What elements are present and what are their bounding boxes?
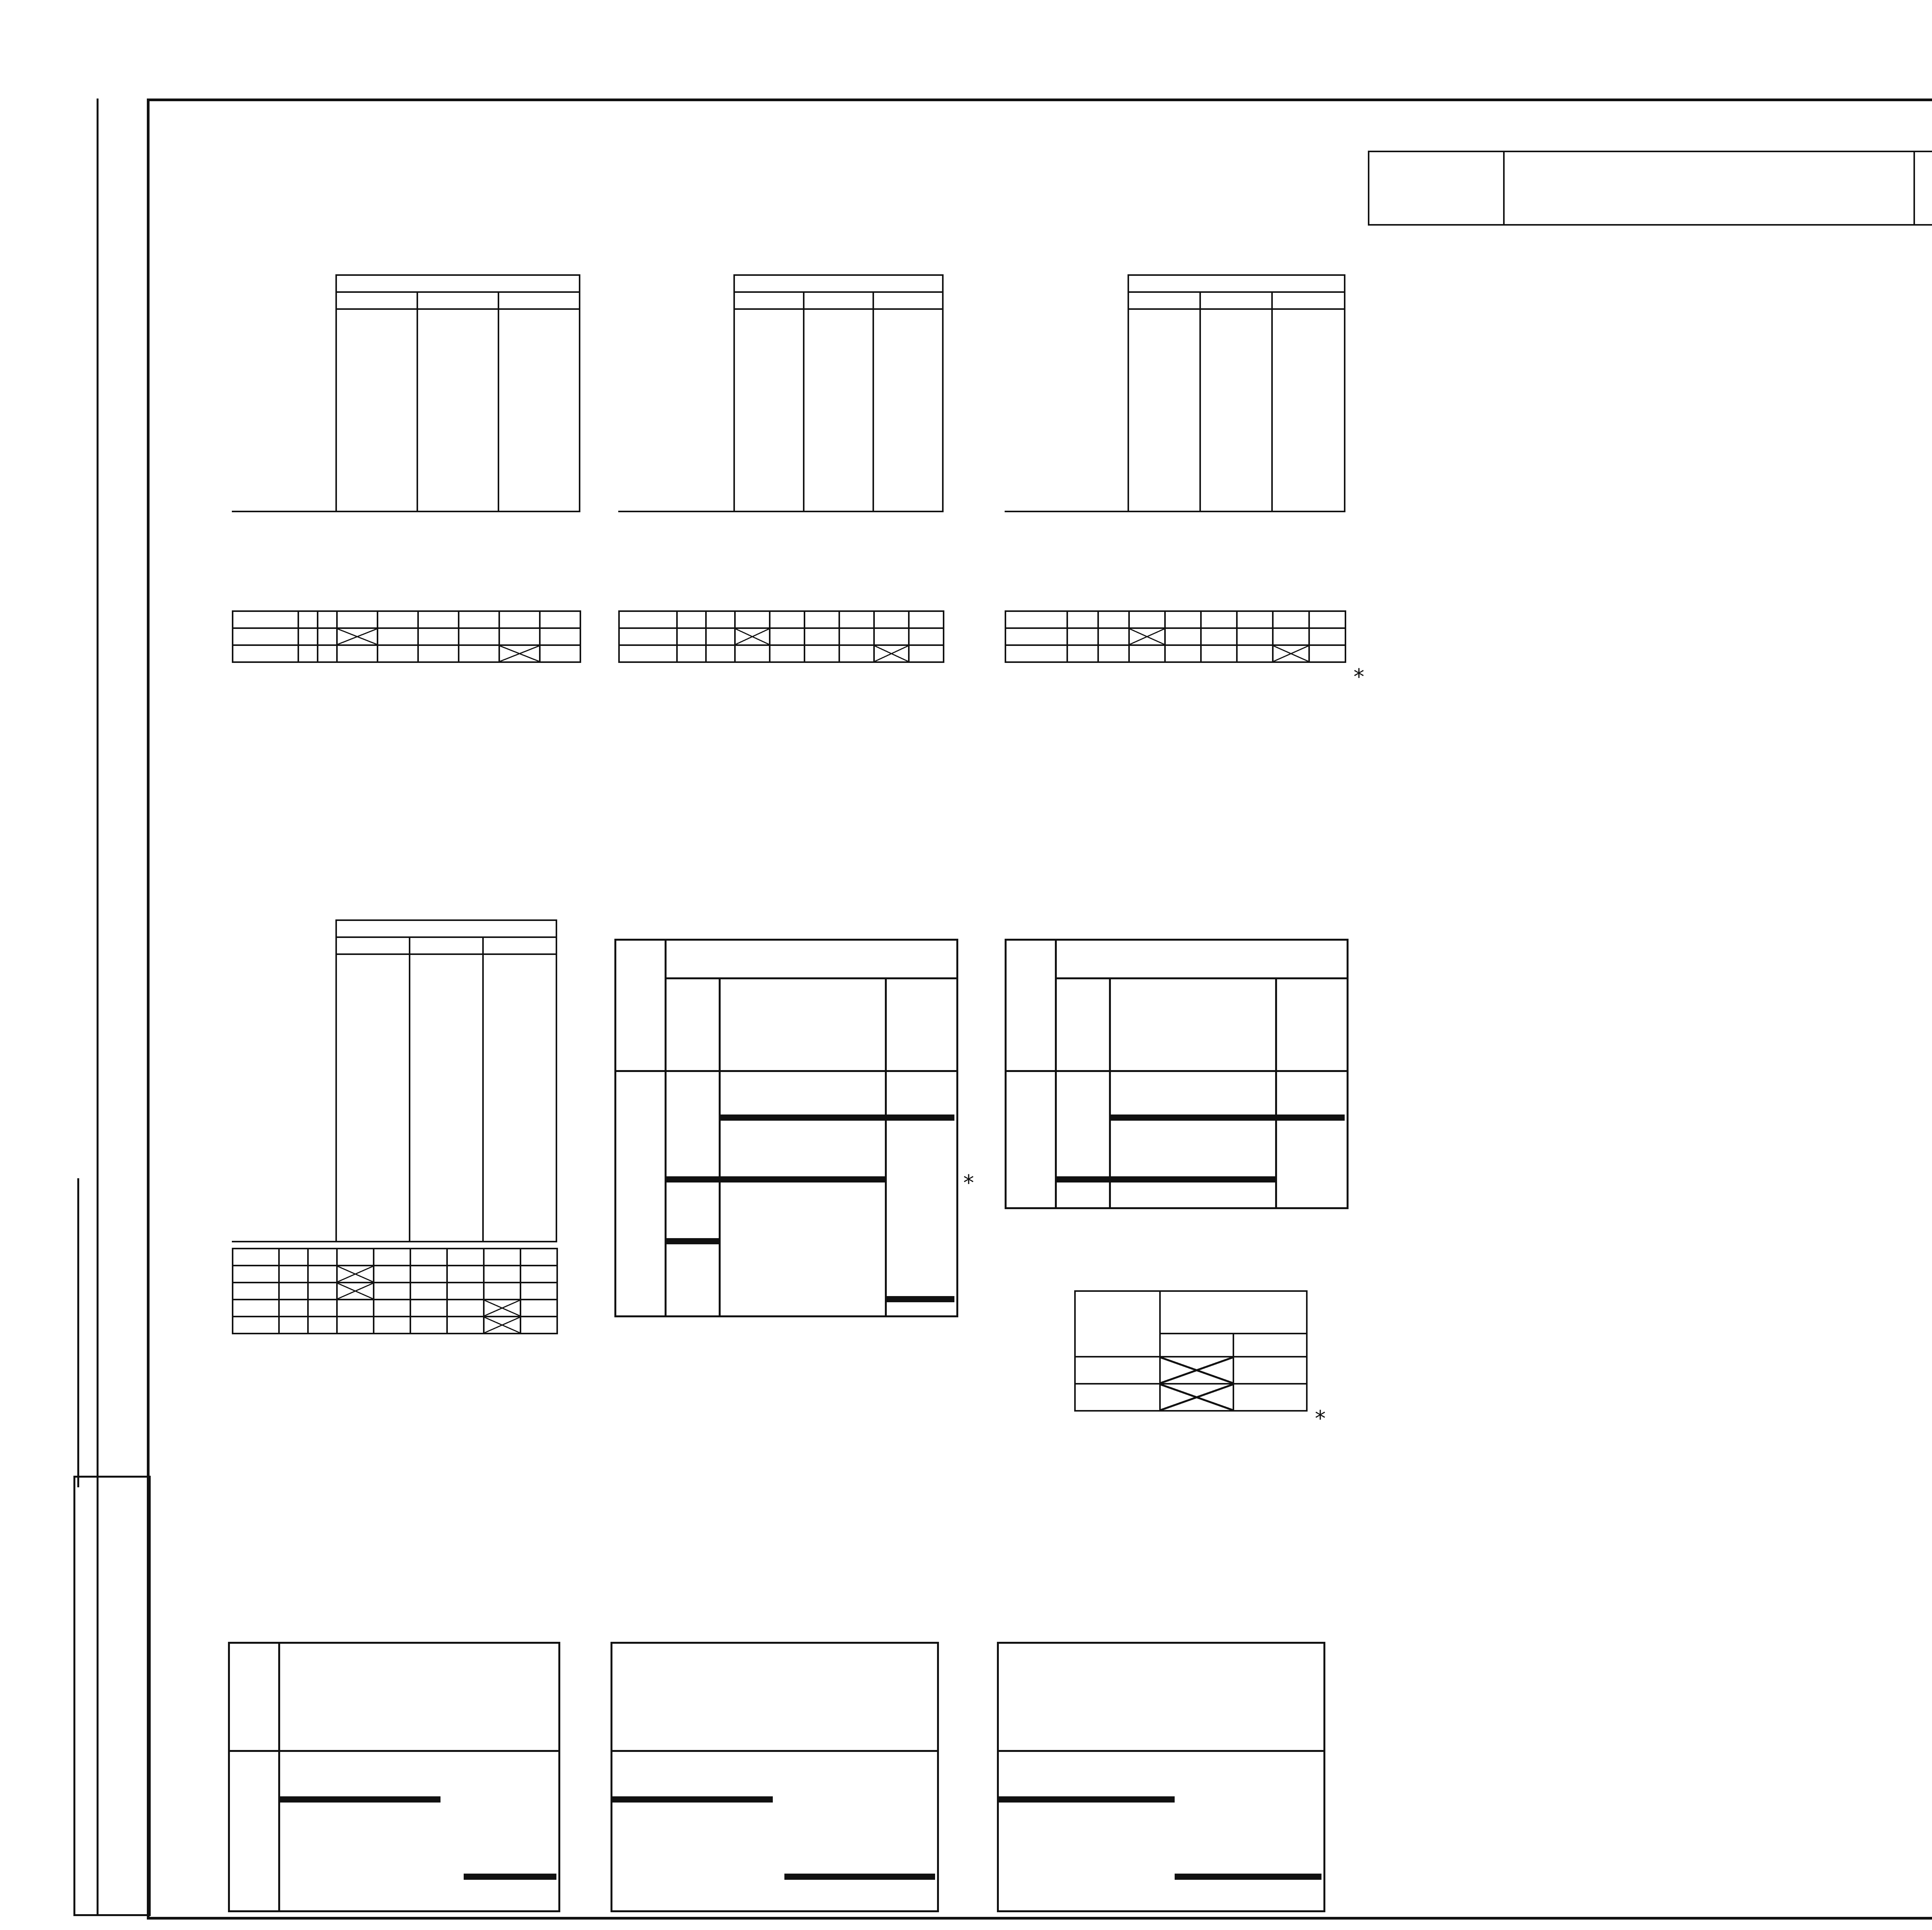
sa5-p4: [1309, 611, 1345, 628]
sa5-angle-minus: [1128, 292, 1200, 309]
sa4-row2-c2: [308, 1283, 337, 1300]
sa5-row2-c1: [1067, 645, 1098, 662]
sa67-col-contacts: [1075, 1291, 1160, 1357]
sa4-angle-minus: [336, 937, 410, 954]
sa67-diagram: [1074, 1290, 1308, 1412]
sa5-l3: [1201, 611, 1237, 628]
sa4-l1: [279, 1249, 308, 1266]
sa4-p4: [520, 1249, 557, 1266]
sa67-row-1: [1075, 1357, 1160, 1384]
sa4-row1-section: [233, 1266, 279, 1283]
sa67-row-2: [1075, 1384, 1160, 1411]
sa5-l4: [1273, 611, 1309, 628]
sa4-contacts-grid: [232, 1248, 558, 1334]
sa4-row2-c1: [279, 1283, 308, 1300]
sa5-diagram: [1005, 274, 1345, 512]
sa1-p3: [459, 611, 499, 628]
sa1-row2-section: [233, 645, 298, 662]
sa5-p1: [1098, 611, 1129, 628]
sa5-contacts-grid: [1005, 610, 1346, 663]
sa4-row4-section: [233, 1317, 279, 1334]
sa4-row4-c1: [279, 1317, 308, 1334]
sa2-p2: [770, 611, 804, 628]
continue-col-mark: [1369, 151, 1504, 225]
sk2-bar-1: [997, 1796, 1175, 1803]
sa4-angle-zero: [410, 937, 483, 954]
sa1-p1: [318, 611, 337, 628]
sa1-row1-section: [233, 628, 298, 645]
sk2-bar-2: [1175, 1874, 1321, 1880]
sa67-pos-1: [1160, 1334, 1233, 1357]
sa4-row3-c1: [279, 1300, 308, 1317]
sa5-angle-zero: [1200, 292, 1272, 309]
sa2-angle-plus: [873, 292, 943, 309]
sa5-row2-c2: [1098, 645, 1129, 662]
continue-col-desig: [1504, 151, 1914, 225]
limit-y12-bar-1: [1109, 1115, 1345, 1121]
sa1-contacts-grid: [232, 610, 581, 663]
sa2-row1-c1: [677, 628, 706, 645]
sa1-angle-minus: [336, 292, 417, 309]
continue-col-name: [1914, 151, 1932, 225]
sa1-row2-c2: [318, 645, 337, 662]
sa4-p2: [374, 1249, 410, 1266]
sa5-row1-section: [1005, 628, 1067, 645]
sa5-l2: [1129, 611, 1165, 628]
sa5-angle-plus: [1272, 292, 1345, 309]
inv-block: [73, 1476, 151, 1916]
sa67-star: *: [1314, 1406, 1327, 1431]
sa2-l3: [804, 611, 839, 628]
sa4-angle-plus: [483, 937, 556, 954]
sa4-p1: [308, 1249, 337, 1266]
sa4-diagram: [232, 919, 557, 1242]
vt-bar-1: [278, 1796, 440, 1803]
sa1-handle-header: [336, 275, 580, 292]
sa2-row2-section: [619, 645, 677, 662]
sa67-col-position: [1160, 1291, 1307, 1334]
sa5-handle-header: [1128, 275, 1345, 292]
sa4-l4: [484, 1249, 520, 1266]
sa2-l4: [874, 611, 909, 628]
sk1-bar-1: [611, 1796, 773, 1803]
limit-y12-bar-2: [1055, 1176, 1275, 1182]
limit-y1-bar-1: [719, 1115, 954, 1121]
sa2-row1-section: [619, 628, 677, 645]
vt-diagram: [228, 1642, 560, 1912]
sa5-p2: [1165, 611, 1201, 628]
sa2-angle-zero: [804, 292, 873, 309]
sa5-row1-c1: [1067, 628, 1098, 645]
sa4-handle-header: [336, 920, 556, 937]
sa4-p3: [447, 1249, 484, 1266]
sa2-row2-c2: [706, 645, 735, 662]
sa5-star: *: [1352, 664, 1366, 690]
limit-y1-bar-4: [885, 1296, 954, 1302]
sa4-row4-c2: [308, 1317, 337, 1334]
sa1-l3: [418, 611, 459, 628]
sa2-p4: [909, 611, 944, 628]
sa67-pos-0: [1233, 1334, 1307, 1357]
sa1-l1: [298, 611, 318, 628]
sa5-l1: [1067, 611, 1098, 628]
sa4-row1-c1: [279, 1266, 308, 1283]
sa5-p3: [1237, 611, 1273, 628]
sa2-p1: [706, 611, 735, 628]
sa2-contacts-grid: [618, 610, 944, 663]
sa5-row1-c2: [1098, 628, 1129, 645]
limit-y1-bar-2: [665, 1176, 885, 1182]
sa4-l3: [410, 1249, 447, 1266]
sa2-l2: [735, 611, 770, 628]
sa1-l4: [499, 611, 540, 628]
sa1-p4: [540, 611, 580, 628]
vt-bar-2: [464, 1874, 556, 1880]
sk1-diagram: [611, 1642, 939, 1912]
sa2-l1: [677, 611, 706, 628]
sa1-angle-plus: [498, 292, 580, 309]
sa1-row1-c2: [318, 628, 337, 645]
sa1-p2: [378, 611, 418, 628]
sa2-row1-c2: [706, 628, 735, 645]
sa1-row2-c1: [298, 645, 318, 662]
sa4-row1-c2: [308, 1266, 337, 1283]
agreed-line: [77, 1178, 79, 1487]
sa2-angle-minus: [734, 292, 804, 309]
sa1-diagram: [232, 274, 580, 512]
continue-table: [1368, 151, 1932, 226]
sa1-angle-zero: [417, 292, 498, 309]
sk2-diagram: [997, 1642, 1325, 1912]
sa2-row2-c1: [677, 645, 706, 662]
limit-y1-bar-3: [665, 1238, 719, 1244]
sa2-diagram: [618, 274, 944, 512]
sk1-bar-2: [784, 1874, 935, 1880]
limit-y1-star: *: [962, 1171, 975, 1196]
sa4-row3-c2: [308, 1300, 337, 1317]
sa4-row2-section: [233, 1283, 279, 1300]
sa1-row1-c1: [298, 628, 318, 645]
sa2-p3: [839, 611, 874, 628]
sa1-l2: [337, 611, 378, 628]
sa5-row2-section: [1005, 645, 1067, 662]
sa4-row3-section: [233, 1300, 279, 1317]
sa4-l2: [337, 1249, 374, 1266]
sa2-handle-header: [734, 275, 943, 292]
